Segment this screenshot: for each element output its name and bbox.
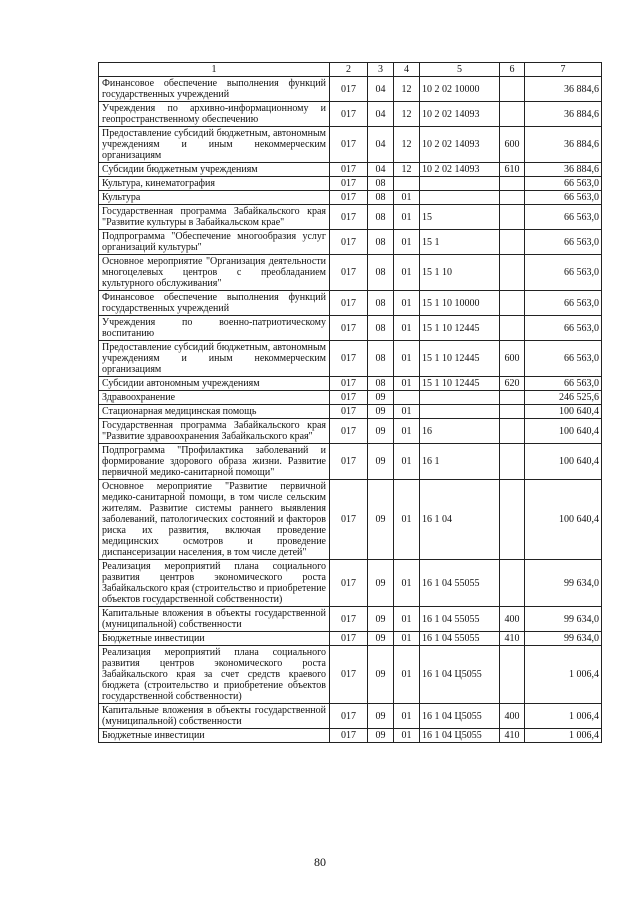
- target-article-code: 10 2 02 14093: [420, 102, 500, 127]
- target-article-code: 15 1 10 10000: [420, 291, 500, 316]
- ministry-code: 017: [330, 77, 368, 102]
- ministry-code: 017: [330, 632, 368, 646]
- page-number: 80: [314, 855, 326, 869]
- ministry-code: 017: [330, 127, 368, 163]
- subsection-code: 01: [394, 607, 420, 632]
- table-row: [99, 560, 602, 607]
- row-description: Бюджетные инвестиции: [99, 729, 330, 743]
- ministry-code: 017: [330, 191, 368, 205]
- amount: 99 634,0: [525, 607, 602, 632]
- row-description: Субсидии автономным учреждениям: [99, 377, 330, 391]
- target-article-code: 10 2 02 14093: [420, 127, 500, 163]
- target-article-code: 15 1 10 12445: [420, 377, 500, 391]
- table-row: [99, 230, 602, 255]
- row-description: Реализация мероприятий плана социального развития центров экономического роста Забайкальского края (строительство и приобретение объектов государственной собственности): [99, 560, 330, 607]
- table-row: [99, 729, 602, 743]
- ministry-code: 017: [330, 177, 368, 191]
- section-code: 08: [368, 177, 394, 191]
- amount: 66 563,0: [525, 191, 602, 205]
- row-description: Культура, кинематография: [99, 177, 330, 191]
- row-description: Учреждения по архивно-информационному и геопространственному обеспечению: [99, 102, 330, 127]
- header-cell: 1: [99, 63, 330, 77]
- ministry-code: 017: [330, 230, 368, 255]
- table-header-row: [99, 63, 602, 77]
- header-cell: 2: [330, 63, 368, 77]
- row-description: Учреждения по военно-патриотическому воспитанию: [99, 316, 330, 341]
- section-code: 09: [368, 632, 394, 646]
- section-code: 09: [368, 560, 394, 607]
- subsection-code: 01: [394, 632, 420, 646]
- subsection-code: 01: [394, 444, 420, 480]
- table-row: [99, 444, 602, 480]
- expense-type-code: 600: [500, 341, 525, 377]
- section-code: 09: [368, 444, 394, 480]
- ministry-code: 017: [330, 607, 368, 632]
- row-description: Финансовое обеспечение выполнения функций государственных учреждений: [99, 291, 330, 316]
- table-row: [99, 704, 602, 729]
- expense-type-code: 410: [500, 729, 525, 743]
- target-article-code: [420, 405, 500, 419]
- subsection-code: 01: [394, 419, 420, 444]
- row-description: Капитальные вложения в объекты государственной (муниципальной) собственности: [99, 607, 330, 632]
- amount: 66 563,0: [525, 291, 602, 316]
- table-row: [99, 255, 602, 291]
- subsection-code: 01: [394, 291, 420, 316]
- amount: 36 884,6: [525, 77, 602, 102]
- amount: 100 640,4: [525, 444, 602, 480]
- ministry-code: 017: [330, 419, 368, 444]
- row-description: Государственная программа Забайкальского края "Развитие здравоохранения Забайкальского края": [99, 419, 330, 444]
- table-body: [99, 77, 602, 743]
- section-code: 08: [368, 255, 394, 291]
- ministry-code: 017: [330, 205, 368, 230]
- target-article-code: 16: [420, 419, 500, 444]
- table-row: [99, 419, 602, 444]
- subsection-code: 01: [394, 316, 420, 341]
- table-row: [99, 405, 602, 419]
- subsection-code: 01: [394, 646, 420, 704]
- section-code: 04: [368, 163, 394, 177]
- amount: 100 640,4: [525, 419, 602, 444]
- row-description: Стационарная медицинская помощь: [99, 405, 330, 419]
- subsection-code: 01: [394, 230, 420, 255]
- amount: 66 563,0: [525, 230, 602, 255]
- row-description: Государственная программа Забайкальского края "Развитие культуры в Забайкальском крае": [99, 205, 330, 230]
- table-row: [99, 316, 602, 341]
- target-article-code: 10 2 02 10000: [420, 77, 500, 102]
- header-cell: 5: [420, 63, 500, 77]
- row-description: Бюджетные инвестиции: [99, 632, 330, 646]
- target-article-code: [420, 391, 500, 405]
- expense-type-code: 610: [500, 163, 525, 177]
- subsection-code: 01: [394, 205, 420, 230]
- target-article-code: 15: [420, 205, 500, 230]
- amount: 246 525,6: [525, 391, 602, 405]
- expense-type-code: [500, 191, 525, 205]
- row-description: Подпрограмма "Профилактика заболеваний и формирование здорового образа жизни. Развитие первичной медико-санитарной помощи": [99, 444, 330, 480]
- section-code: 04: [368, 127, 394, 163]
- expense-type-code: 400: [500, 704, 525, 729]
- expense-type-code: [500, 560, 525, 607]
- ministry-code: 017: [330, 405, 368, 419]
- header-cell: 6: [500, 63, 525, 77]
- ministry-code: 017: [330, 560, 368, 607]
- table-row: [99, 377, 602, 391]
- table-row: [99, 391, 602, 405]
- amount: 1 006,4: [525, 729, 602, 743]
- amount: 66 563,0: [525, 177, 602, 191]
- expense-type-code: [500, 480, 525, 560]
- row-description: Капитальные вложения в объекты государственной (муниципальной) собственности: [99, 704, 330, 729]
- target-article-code: [420, 177, 500, 191]
- ministry-code: 017: [330, 646, 368, 704]
- section-code: 09: [368, 646, 394, 704]
- table-row: [99, 632, 602, 646]
- expense-type-code: [500, 405, 525, 419]
- row-description: Основное мероприятие "Организация деятельности многоцелевых центров с преобладанием культурного обслуживания": [99, 255, 330, 291]
- amount: 36 884,6: [525, 127, 602, 163]
- subsection-code: 01: [394, 341, 420, 377]
- amount: 36 884,6: [525, 102, 602, 127]
- subsection-code: 12: [394, 77, 420, 102]
- row-description: Предоставление субсидий бюджетным, автономным учреждениям и иным некоммерческим организациям: [99, 341, 330, 377]
- ministry-code: 017: [330, 704, 368, 729]
- row-description: Подпрограмма "Обеспечение многообразия услуг организаций культуры": [99, 230, 330, 255]
- ministry-code: 017: [330, 291, 368, 316]
- section-code: 08: [368, 341, 394, 377]
- section-code: 08: [368, 316, 394, 341]
- table-row: [99, 341, 602, 377]
- section-code: 09: [368, 391, 394, 405]
- subsection-code: [394, 177, 420, 191]
- ministry-code: 017: [330, 444, 368, 480]
- ministry-code: 017: [330, 255, 368, 291]
- header-cell: 4: [394, 63, 420, 77]
- section-code: 04: [368, 77, 394, 102]
- expense-type-code: [500, 205, 525, 230]
- expense-type-code: [500, 177, 525, 191]
- target-article-code: 16 1 04 Ц5055: [420, 729, 500, 743]
- ministry-code: 017: [330, 377, 368, 391]
- ministry-code: 017: [330, 391, 368, 405]
- section-code: 09: [368, 480, 394, 560]
- subsection-code: 01: [394, 480, 420, 560]
- subsection-code: 01: [394, 729, 420, 743]
- subsection-code: 01: [394, 704, 420, 729]
- subsection-code: 01: [394, 255, 420, 291]
- amount: 66 563,0: [525, 205, 602, 230]
- table-row: [99, 163, 602, 177]
- amount: 36 884,6: [525, 163, 602, 177]
- subsection-code: 12: [394, 163, 420, 177]
- target-article-code: 16 1: [420, 444, 500, 480]
- row-description: Культура: [99, 191, 330, 205]
- section-code: 04: [368, 102, 394, 127]
- subsection-code: 01: [394, 560, 420, 607]
- subsection-code: 01: [394, 377, 420, 391]
- section-code: 08: [368, 291, 394, 316]
- section-code: 09: [368, 419, 394, 444]
- expense-type-code: [500, 230, 525, 255]
- table-row: [99, 646, 602, 704]
- budget-table-container: [98, 62, 601, 743]
- expense-type-code: [500, 291, 525, 316]
- expense-type-code: [500, 419, 525, 444]
- target-article-code: 15 1 10: [420, 255, 500, 291]
- section-code: 08: [368, 230, 394, 255]
- ministry-code: 017: [330, 163, 368, 177]
- expense-type-code: [500, 255, 525, 291]
- section-code: 09: [368, 405, 394, 419]
- table-row: [99, 102, 602, 127]
- amount: 100 640,4: [525, 480, 602, 560]
- subsection-code: 01: [394, 191, 420, 205]
- amount: 66 563,0: [525, 341, 602, 377]
- row-description: Здравоохранение: [99, 391, 330, 405]
- amount: 66 563,0: [525, 255, 602, 291]
- target-article-code: 16 1 04 Ц5055: [420, 646, 500, 704]
- row-description: Реализация мероприятий плана социального развития центров экономического роста Забайкальского края за счет средств краевого бюджета (строительство и приобретение объектов государственной собственности): [99, 646, 330, 704]
- header-cell: 7: [525, 63, 602, 77]
- target-article-code: 15 1: [420, 230, 500, 255]
- target-article-code: 16 1 04 Ц5055: [420, 704, 500, 729]
- expense-type-code: [500, 646, 525, 704]
- expense-type-code: 600: [500, 127, 525, 163]
- table-row: [99, 77, 602, 102]
- target-article-code: 16 1 04 55055: [420, 560, 500, 607]
- target-article-code: 16 1 04 55055: [420, 632, 500, 646]
- row-description: Финансовое обеспечение выполнения функций государственных учреждений: [99, 77, 330, 102]
- section-code: 09: [368, 607, 394, 632]
- amount: 1 006,4: [525, 704, 602, 729]
- expense-type-code: [500, 316, 525, 341]
- ministry-code: 017: [330, 729, 368, 743]
- table-row: [99, 177, 602, 191]
- amount: 99 634,0: [525, 560, 602, 607]
- section-code: 08: [368, 191, 394, 205]
- target-article-code: [420, 191, 500, 205]
- table-row: [99, 607, 602, 632]
- section-code: 09: [368, 704, 394, 729]
- target-article-code: 16 1 04 55055: [420, 607, 500, 632]
- header-cell: 3: [368, 63, 394, 77]
- amount: 100 640,4: [525, 405, 602, 419]
- table-row: [99, 127, 602, 163]
- ministry-code: 017: [330, 480, 368, 560]
- ministry-code: 017: [330, 341, 368, 377]
- amount: 66 563,0: [525, 316, 602, 341]
- ministry-code: 017: [330, 316, 368, 341]
- table-row: [99, 191, 602, 205]
- section-code: 09: [368, 729, 394, 743]
- table-row: [99, 291, 602, 316]
- expense-type-code: 400: [500, 607, 525, 632]
- expense-type-code: [500, 77, 525, 102]
- amount: 66 563,0: [525, 377, 602, 391]
- amount: 99 634,0: [525, 632, 602, 646]
- target-article-code: 15 1 10 12445: [420, 316, 500, 341]
- subsection-code: 01: [394, 405, 420, 419]
- expense-type-code: [500, 102, 525, 127]
- target-article-code: 10 2 02 14093: [420, 163, 500, 177]
- section-code: 08: [368, 205, 394, 230]
- expense-type-code: [500, 444, 525, 480]
- subsection-code: 12: [394, 127, 420, 163]
- expense-type-code: 620: [500, 377, 525, 391]
- subsection-code: 12: [394, 102, 420, 127]
- expense-type-code: 410: [500, 632, 525, 646]
- row-description: Основное мероприятие "Развитие первичной медико-санитарной помощи, в том числе сельским жителям. Развитие системы раннего выявления заболеваний, патологических состояний и факторов риска их развития, включая проведение медицинских осмотров и проведение диспансеризации населения, в том числе детей": [99, 480, 330, 560]
- row-description: Предоставление субсидий бюджетным, автономным учреждениям и иным некоммерческим организациям: [99, 127, 330, 163]
- table-row: [99, 480, 602, 560]
- subsection-code: [394, 391, 420, 405]
- table-row: [99, 205, 602, 230]
- expense-type-code: [500, 391, 525, 405]
- budget-table: [98, 62, 602, 743]
- target-article-code: 16 1 04: [420, 480, 500, 560]
- target-article-code: 15 1 10 12445: [420, 341, 500, 377]
- ministry-code: 017: [330, 102, 368, 127]
- amount: 1 006,4: [525, 646, 602, 704]
- section-code: 08: [368, 377, 394, 391]
- row-description: Субсидии бюджетным учреждениям: [99, 163, 330, 177]
